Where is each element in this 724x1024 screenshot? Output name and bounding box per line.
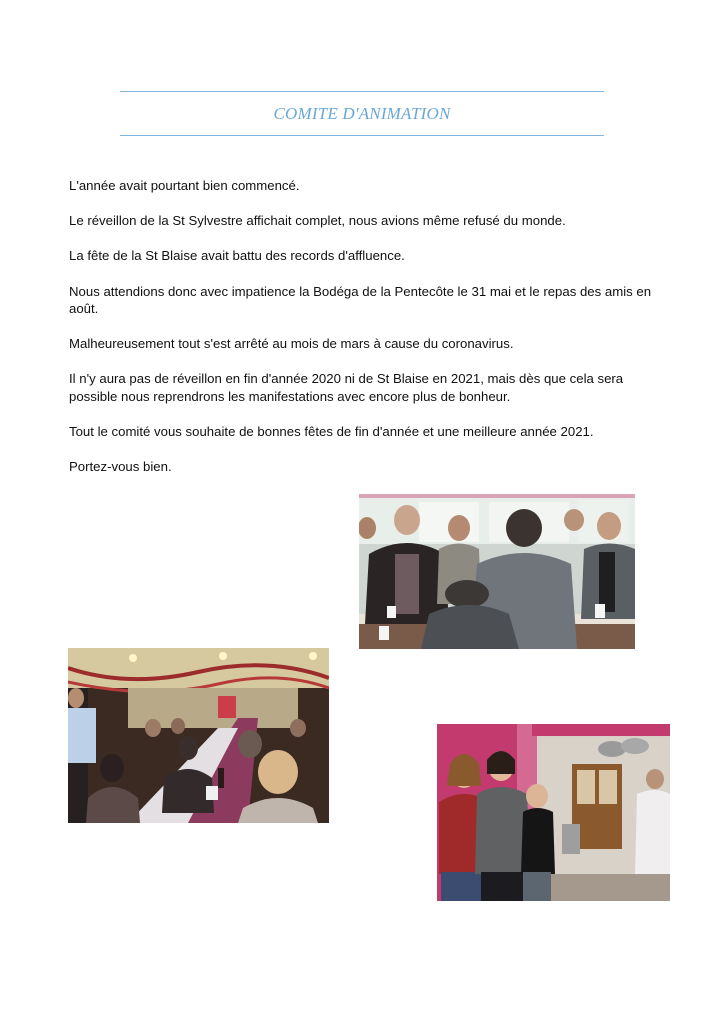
page-title: COMITE D'ANIMATION [273, 104, 451, 123]
photo-kitchen-group [437, 724, 670, 901]
photo-buffet [359, 494, 635, 649]
article-body [69, 177, 669, 494]
title-top-rule [120, 91, 604, 92]
paragraph: Il n'y aura pas de réveillon en fin d'année 2020 ni de St Blaise en 2021, mais dès que cela sera possible nous reprendrons les manifestations avec encore plus de bonheur. [69, 371, 624, 404]
paragraph: Le réveillon de la St Sylvestre affichait complet, nous avions même refusé du monde. [69, 213, 566, 229]
paragraph: La fête de la St Blaise avait battu des records d'affluence. [69, 248, 405, 264]
photo-dinner-hall [68, 648, 329, 823]
paragraph: Nous attendions donc avec impatience la Bodéga de la Pentecôte le 31 mai et le repas des amis en août. [69, 283, 652, 317]
title-bottom-rule [120, 135, 604, 136]
paragraph: Malheureusement tout s'est arrêté au mois de mars à cause du coronavirus. [69, 336, 514, 352]
paragraph: Tout le comité vous souhaite de bonnes fêtes de fin d'année et une meilleure année 2021. [69, 424, 594, 440]
paragraph: L'année avait pourtant bien commencé. [69, 178, 300, 193]
paragraph: Portez-vous bien. [69, 459, 172, 475]
